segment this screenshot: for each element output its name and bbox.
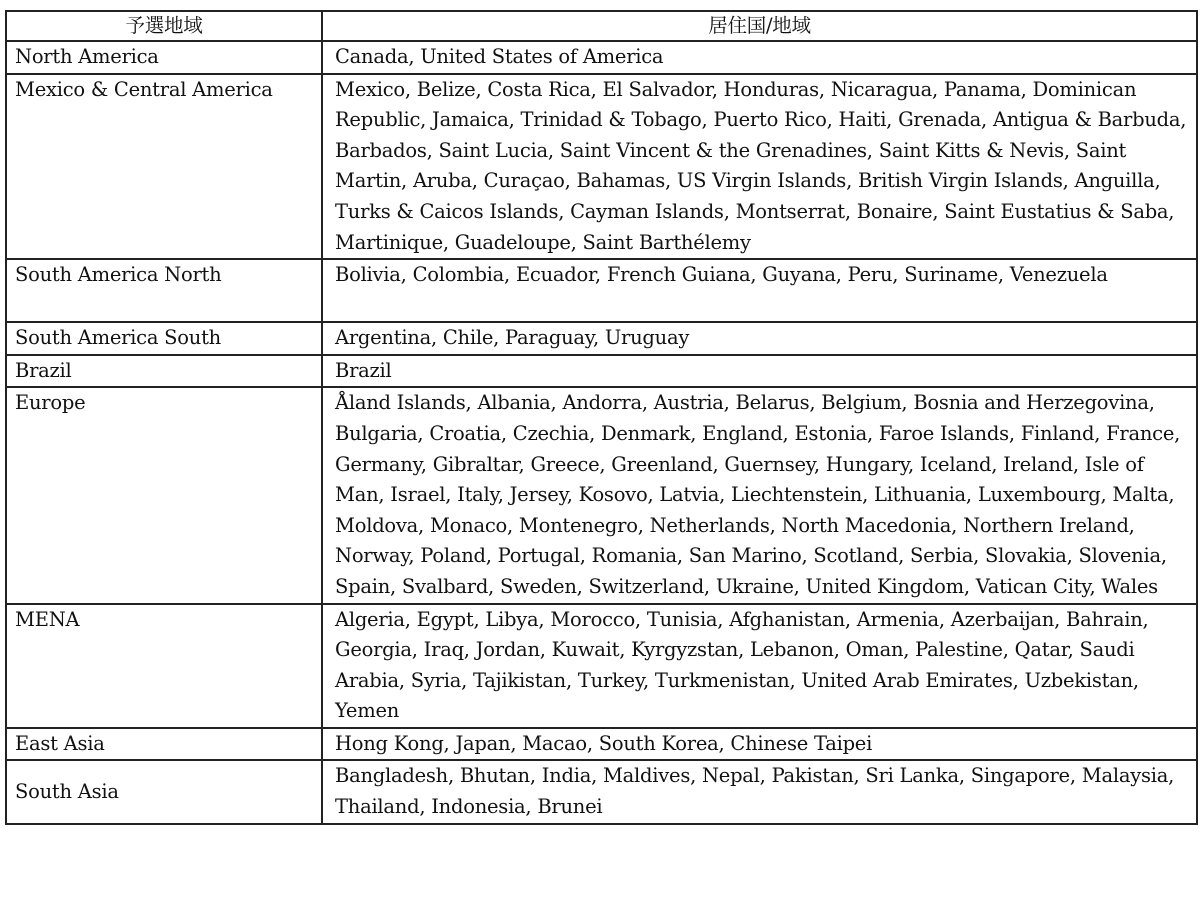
table-row <box>6 355 1197 388</box>
countries-cell: Hong Kong, Japan, Macao, South Korea, Chinese Taipei <box>322 728 1197 761</box>
region-cell: North America <box>6 41 322 74</box>
table-row <box>6 259 1197 322</box>
countries-cell: Åland Islands, Albania, Andorra, Austria, Belarus, Belgium, Bosnia and Herzegovina, Bulgaria, Croatia, Czechia, Denmark, England, Estonia, Faroe Islands, Finland, France, Germany, Gibraltar, Greece, Greenland, Guernsey, Hungary, Iceland, Ireland, Isle of Man, Israel, Italy, Jersey, Kosovo, Latvia, Liechtenstein, Lithuania, Luxembourg, Malta, Moldova, Monaco, Montenegro, Netherlands, North Macedonia, Northern Ireland, Norway, Poland, Portugal, Romania, San Marino, Scotland, Serbia, Slovakia, Slovenia, Spain, Svalbard, Sweden, Switzerland, Ukraine, United Kingdom, Vatican City, Wales <box>322 387 1197 603</box>
region-cell: South America South <box>6 322 322 355</box>
region-cell: East Asia <box>6 728 322 761</box>
countries-cell: Argentina, Chile, Paraguay, Uruguay <box>322 322 1197 355</box>
region-table <box>5 10 1198 825</box>
region-cell: Europe <box>6 387 322 603</box>
countries-cell: Canada, United States of America <box>322 41 1197 74</box>
header-region: 予選地域 <box>6 11 322 41</box>
table-row <box>6 322 1197 355</box>
region-cell: South America North <box>6 259 322 322</box>
countries-cell: Bangladesh, Bhutan, India, Maldives, Nepal, Pakistan, Sri Lanka, Singapore, Malaysia, Thailand, Indonesia, Brunei <box>322 760 1197 823</box>
countries-cell: Brazil <box>322 355 1197 388</box>
table-row <box>6 728 1197 761</box>
table-row <box>6 760 1197 823</box>
table-row <box>6 41 1197 74</box>
table-row <box>6 604 1197 728</box>
region-cell: MENA <box>6 604 322 728</box>
countries-cell: Mexico, Belize, Costa Rica, El Salvador, Honduras, Nicaragua, Panama, Dominican Republic, Jamaica, Trinidad & Tobago, Puerto Rico, Haiti, Grenada, Antigua & Barbuda, Barbados, Saint Lucia, Saint Vincent & the Grenadines, Saint Kitts & Nevis, Saint Martin, Aruba, Curaçao, Bahamas, US Virgin Islands, British Virgin Islands, Anguilla, Turks & Caicos Islands, Cayman Islands, Montserrat, Bonaire, Saint Eustatius & Saba, Martinique, Guadeloupe, Saint Barthélemy <box>322 74 1197 260</box>
region-cell: Brazil <box>6 355 322 388</box>
region-cell: Mexico & Central America <box>6 74 322 260</box>
table-row <box>6 387 1197 603</box>
countries-cell: Bolivia, Colombia, Ecuador, French Guiana, Guyana, Peru, Suriname, Venezuela <box>322 259 1197 322</box>
header-countries: 居住国/地域 <box>322 11 1197 41</box>
header-row <box>6 11 1197 41</box>
countries-cell: Algeria, Egypt, Libya, Morocco, Tunisia, Afghanistan, Armenia, Azerbaijan, Bahrain, Georgia, Iraq, Jordan, Kuwait, Kyrgyzstan, Lebanon, Oman, Palestine, Qatar, Saudi Arabia, Syria, Tajikistan, Turkey, Turkmenistan, United Arab Emirates, Uzbekistan, Yemen <box>322 604 1197 728</box>
table-row <box>6 74 1197 260</box>
region-cell: South Asia <box>6 760 322 823</box>
